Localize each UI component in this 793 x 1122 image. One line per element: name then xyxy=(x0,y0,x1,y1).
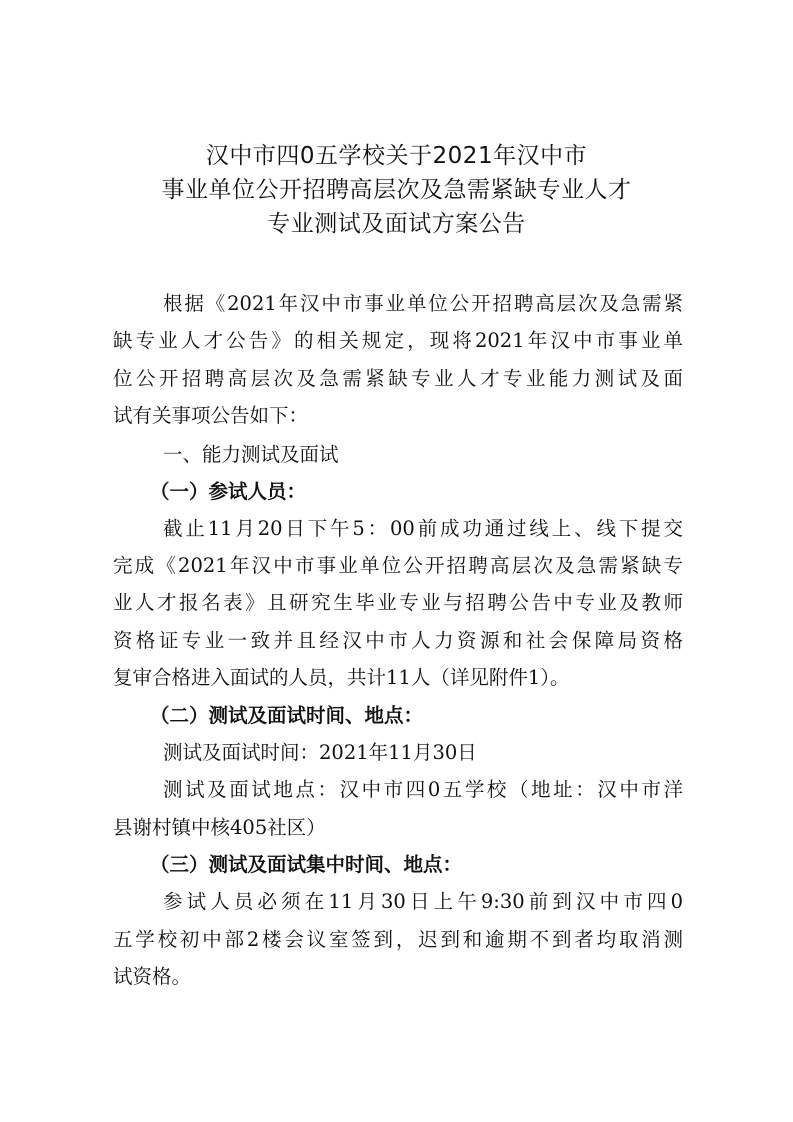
section-1-1-line-3: 业人才报名表》且研究生毕业专业与招聘公告中专业及教师 xyxy=(113,591,683,614)
section-1-2-heading: （二）测试及面试时间、地点： xyxy=(150,704,424,727)
section-1-1-heading: （一）参试人员： xyxy=(150,480,307,503)
section-1-2-place-line-2: 县谢村镇中核405社区） xyxy=(113,816,326,839)
section-1-1-line-5: 复审合格进入面试的人员，共计11人（详见附件1）。 xyxy=(113,666,570,689)
section-1-heading: 一、能力测试及面试 xyxy=(163,443,339,466)
intro-line-1: 根据《2021年汉中市事业单位公开招聘高层次及急需紧 xyxy=(163,292,683,315)
section-1-3-line-3: 试资格。 xyxy=(113,965,192,988)
section-1-2-time: 测试及面试时间：2021年11月30日 xyxy=(163,741,477,764)
title-line-3: 专业测试及面试方案公告 xyxy=(267,211,526,237)
section-1-3-line-2: 五学校初中部2楼会议室签到，迟到和逾期不到者均取消测 xyxy=(113,928,683,951)
intro-line-4: 试有关事项公告如下： xyxy=(113,404,309,427)
section-1-3-line-1: 参试人员必须在11月30日上午9:30前到汉中市四0 xyxy=(163,890,683,913)
title-line-2: 事业单位公开招聘高层次及急需紧缺专业人才 xyxy=(161,177,632,203)
section-1-1-line-1: 截止11月20日下午5：00前成功通过线上、线下提交 xyxy=(163,517,683,540)
intro-line-3: 位公开招聘高层次及急需紧缺专业人才专业能力测试及面 xyxy=(113,367,683,390)
title-line-1: 汉中市四0五学校关于2021年汉中市 xyxy=(205,143,588,169)
section-1-3-heading: （三）测试及面试集中时间、地点： xyxy=(150,853,463,876)
section-1-1-line-4: 资格证专业一致并且经汉中市人力资源和社会保障局资格 xyxy=(113,629,683,652)
section-1-1-line-2: 完成《2021年汉中市事业单位公开招聘高层次及急需紧缺专 xyxy=(113,554,683,577)
intro-line-2: 缺专业人才公告》的相关规定，现将2021年汉中市事业单 xyxy=(113,329,683,352)
section-1-2-place-line-1: 测试及面试地点：汉中市四0五学校（地址：汉中市洋 xyxy=(163,778,683,801)
